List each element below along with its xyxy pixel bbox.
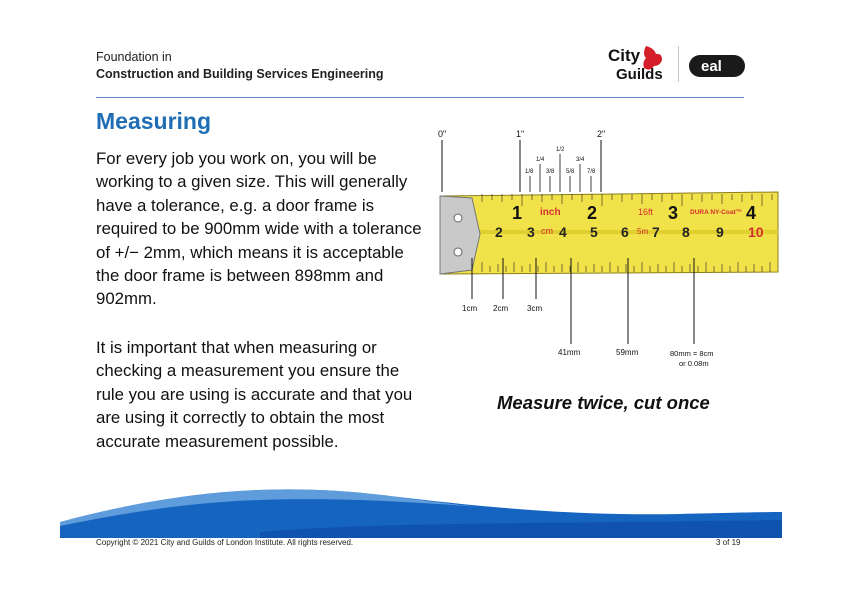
fraction-label-1-2: 1/2 — [556, 147, 565, 153]
header-subtitle-line1: Foundation in — [96, 50, 172, 64]
callout-3cm: 3cm — [527, 304, 543, 313]
tape-cm-7: 7 — [652, 224, 660, 240]
callout-59mm: 59mm — [616, 348, 639, 357]
footer-copyright: Copyright © 2021 City and Guilds of London Institute. All rights reserved. — [96, 538, 354, 547]
fraction-label-3-4: 3/4 — [576, 157, 585, 163]
footer-page-number: 3 of 19 — [716, 538, 741, 547]
tape-inch-3: 3 — [668, 203, 679, 223]
intro-paragraph: For every job you work on, you will be working to a given size. This will generally have a tolerance, e.g. a door frame is required to be 900mm wide with a tolerance of +/− 2mm, which means it is acceptable the door frame is between 898mm and 902mm. — [96, 149, 422, 309]
tape-ft-label: 16ft — [638, 207, 654, 217]
city-and-guilds-logo — [606, 44, 672, 84]
hook-hole-icon — [454, 214, 462, 222]
logo-divider — [678, 46, 679, 82]
tape-inch-2: 2 — [587, 203, 598, 223]
tape-end-hook — [440, 196, 480, 274]
callout-1cm: 1cm — [462, 304, 478, 313]
inch-mark-2: 2" — [597, 129, 606, 139]
callout-41mm: 41mm — [558, 348, 581, 357]
tape-brand-label: DURA NY-Coat™ — [690, 209, 743, 216]
eal-logo — [689, 55, 745, 77]
inch-mark-0: 0" — [438, 129, 447, 139]
callout-2cm: 2cm — [493, 304, 509, 313]
header-divider — [96, 97, 744, 98]
figure-caption: Measure twice, cut once — [497, 392, 710, 413]
footer-wave-decoration — [60, 482, 782, 538]
accuracy-paragraph: It is important that when measuring or checking a measurement you ensure the rule you are using is accurate and that you are using it correctly to obtain the most accurate measurement possible. — [96, 338, 413, 451]
fraction-label-1-4: 1/4 — [536, 157, 545, 163]
tape-measure-figure — [432, 124, 782, 374]
callout-80mm-line2: or 0.08m — [679, 359, 709, 368]
fraction-label-1-8: 1/8 — [525, 169, 534, 175]
tape-cm-label: cm — [541, 226, 553, 236]
logo-city-text: City — [608, 46, 641, 65]
tape-cm-3: 3 — [527, 224, 535, 240]
logo-guilds-text: Guilds — [616, 66, 663, 83]
fraction-label-3-8: 3/8 — [546, 169, 555, 175]
fraction-label-5-8: 5/8 — [566, 169, 575, 175]
tape-m-label: 5m — [637, 227, 649, 236]
tape-cm-10: 10 — [748, 224, 764, 240]
callout-80mm-line1: 80mm = 8cm — [670, 349, 714, 358]
tape-inch-1: 1 — [512, 203, 523, 223]
tape-cm-4: 4 — [559, 224, 567, 240]
slide-title: Measuring — [96, 108, 212, 134]
logo-eal-text: eal — [701, 58, 722, 75]
inch-mark-1: 1" — [516, 129, 525, 139]
tape-cm-8: 8 — [682, 224, 690, 240]
header-subtitle-line2: Construction and Building Services Engineering — [96, 67, 384, 81]
tape-inch-4: 4 — [746, 203, 757, 223]
tape-cm-2: 2 — [495, 224, 503, 240]
fraction-label-7-8: 7/8 — [587, 169, 596, 175]
tape-cm-9: 9 — [716, 224, 724, 240]
tape-cm-5: 5 — [590, 224, 598, 240]
tape-inch-label: inch — [540, 207, 561, 218]
tape-cm-6: 6 — [621, 224, 629, 240]
